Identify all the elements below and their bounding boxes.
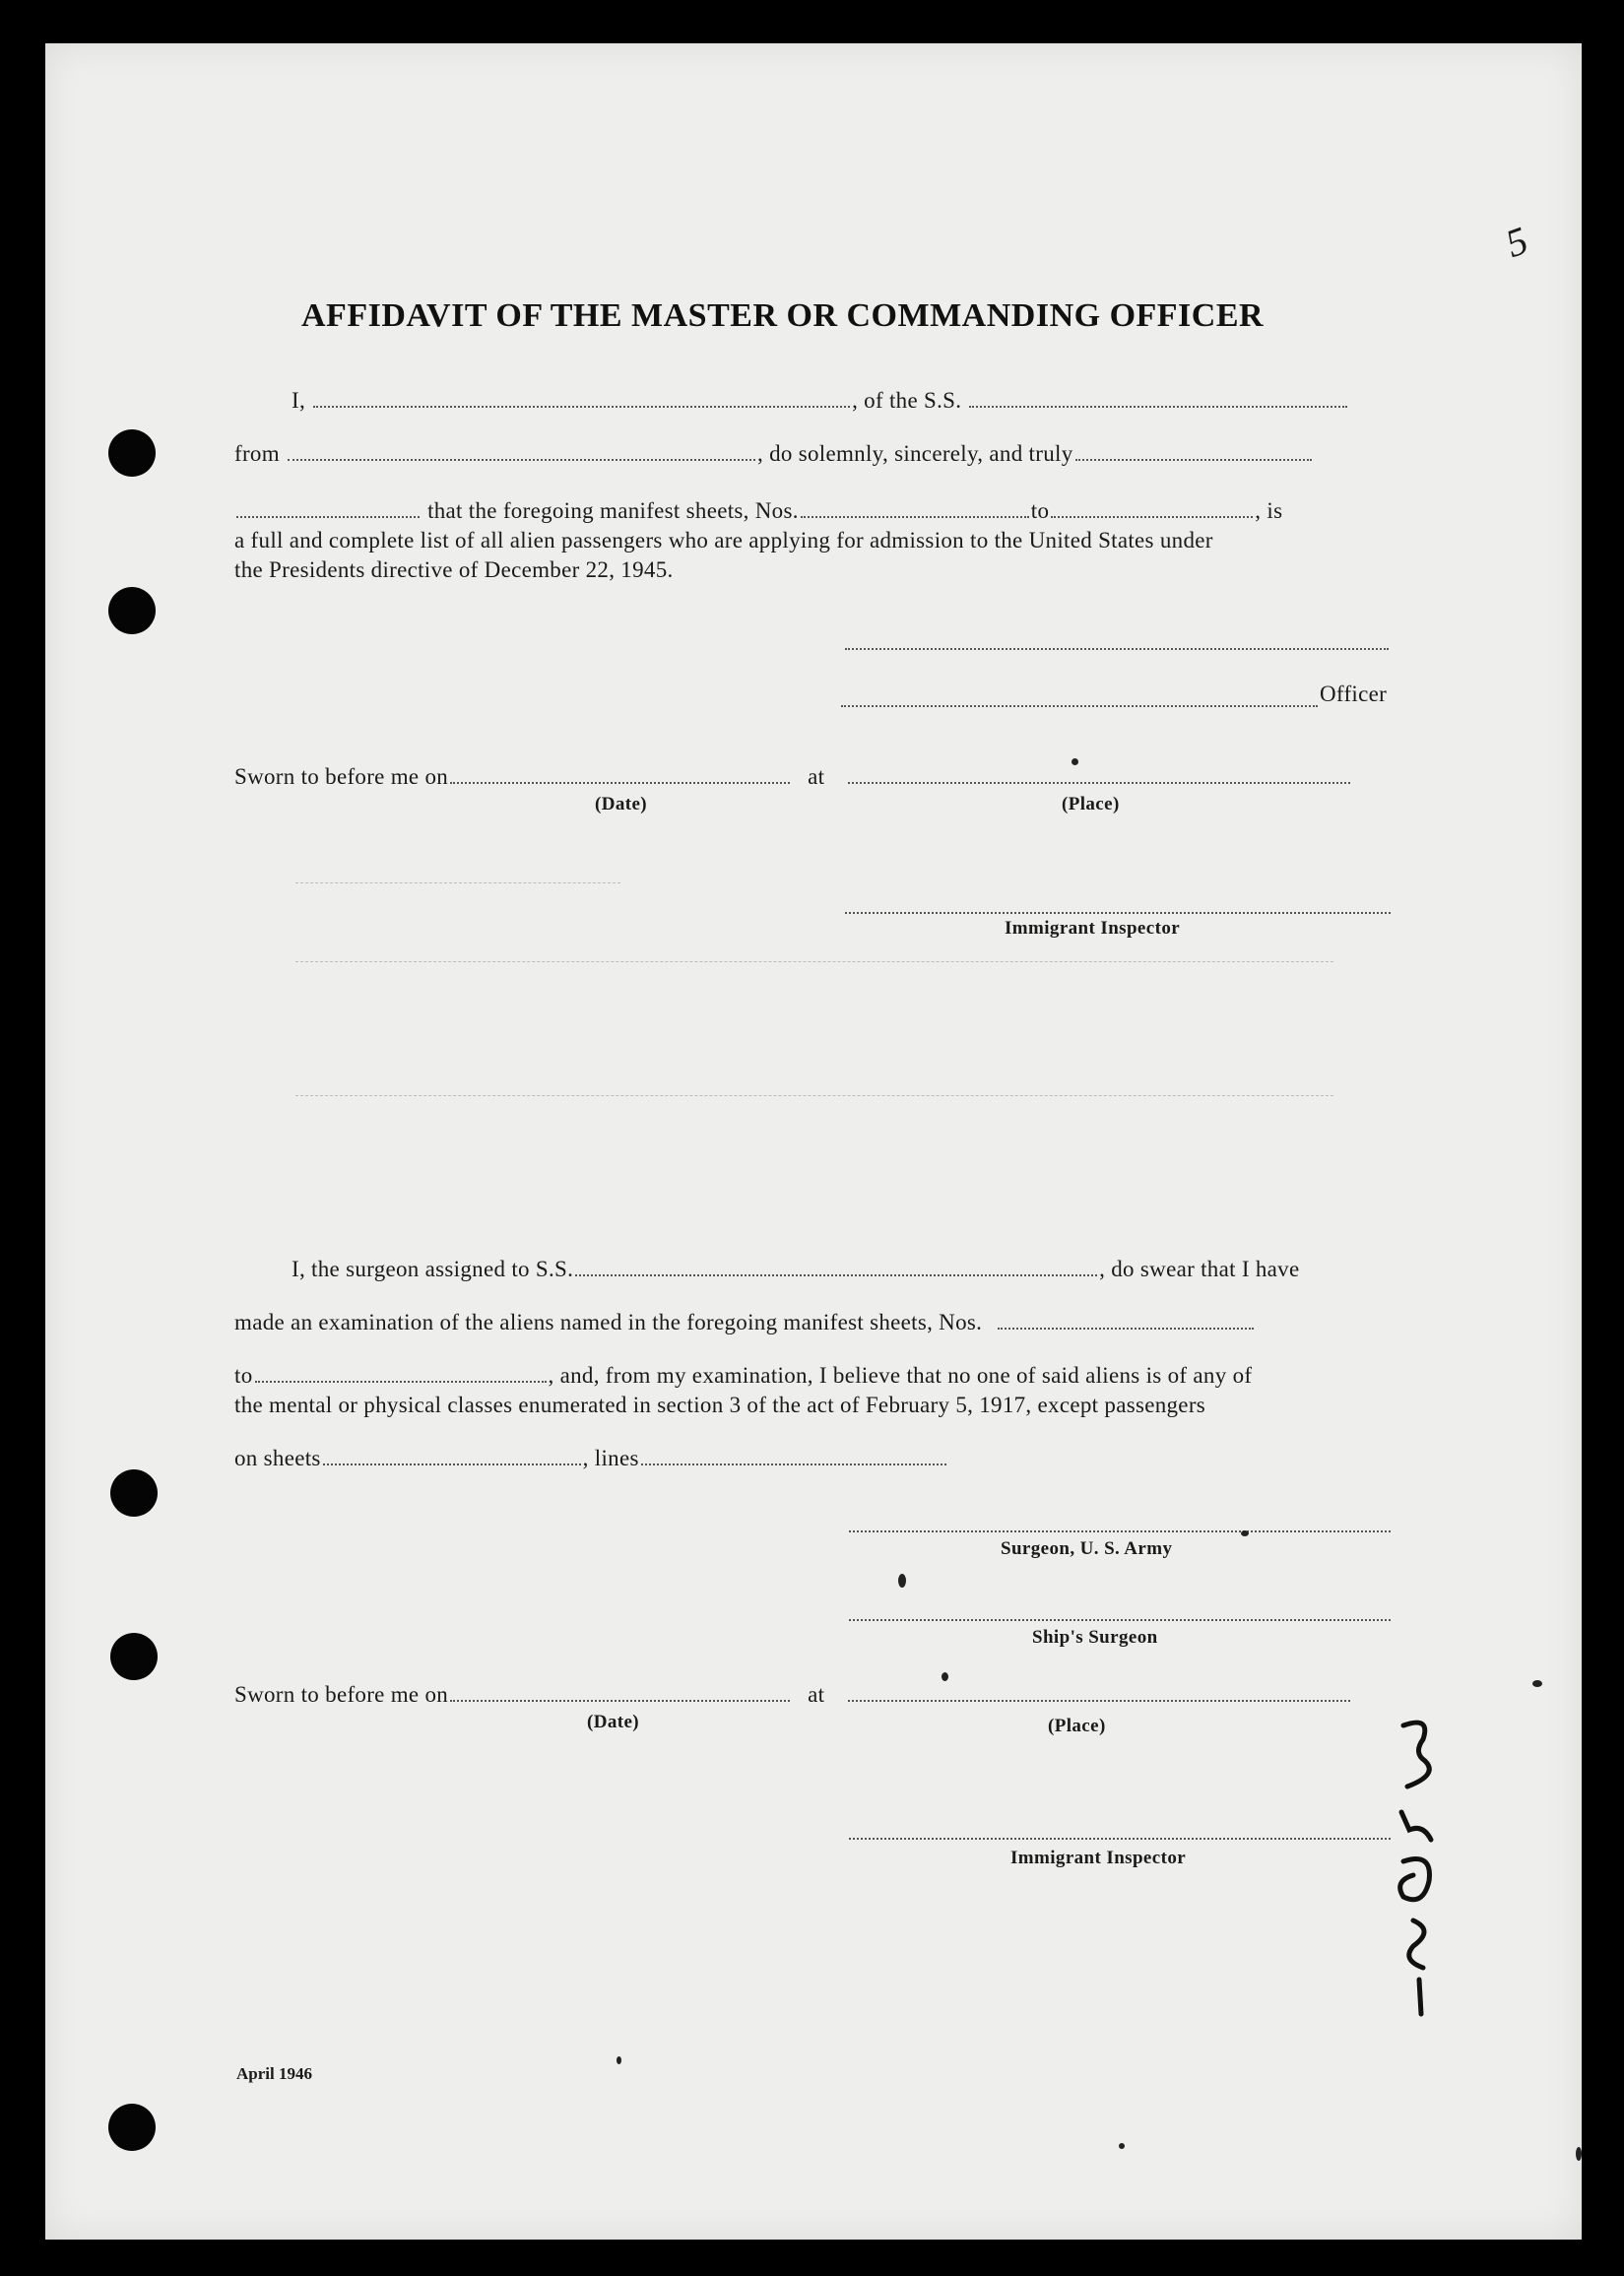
surgeon-at: at	[808, 1682, 825, 1707]
inspector-signature-line[interactable]	[845, 912, 1391, 914]
surgeon-believe: , and, from my examination, I believe that no one of said aliens is of any of	[548, 1363, 1253, 1388]
surgeon-assigned: I, the surgeon assigned to S.S.	[292, 1257, 574, 1281]
surgeon-date-label: (Date)	[587, 1712, 640, 1732]
officer-signature-line[interactable]	[841, 705, 1318, 707]
master-at: at	[808, 764, 825, 789]
surgeon-line-5	[234, 1446, 948, 1471]
master-line-2	[234, 441, 1314, 467]
scan-speck	[1119, 2143, 1125, 2149]
handwritten-notation	[1384, 1714, 1472, 2029]
surgeon-sworn-place-blank[interactable]	[848, 1699, 1350, 1702]
surgeon-place-label: (Place)	[1048, 1716, 1106, 1736]
document-page	[45, 43, 1582, 2240]
signature-line[interactable]	[845, 648, 1389, 650]
surgeon-examination: made an examination of the aliens named in the foregoing manifest sheets, Nos.	[234, 1310, 983, 1334]
master-inspector-label: Immigrant Inspector	[1005, 918, 1181, 939]
faded-line	[295, 882, 620, 883]
scan-speck	[942, 1672, 948, 1681]
scan-speck	[898, 1574, 906, 1588]
master-from: from	[234, 441, 280, 466]
army-surgeon-label: Surgeon, U. S. Army	[1001, 1538, 1173, 1559]
surgeon-sheets-blank[interactable]	[323, 1463, 581, 1465]
page-title: AFFIDAVIT OF THE MASTER OR COMMANDING OFFICER	[301, 297, 1265, 334]
surgeon-line-4: the mental or physical classes enumerated in section 3 of the act of February 5, 1917, except passengers	[234, 1393, 1206, 1417]
corner-mark: 5	[1499, 217, 1534, 267]
master-of-ss: , of the S.S.	[852, 388, 962, 413]
oath-blank[interactable]	[1075, 458, 1312, 461]
master-line-1	[292, 388, 1349, 414]
ship-surgeon-label: Ship's Surgeon	[1032, 1627, 1158, 1648]
scan-speck	[1532, 1680, 1542, 1687]
surgeon-sworn-date-blank[interactable]	[450, 1699, 790, 1702]
name-blank[interactable]	[313, 405, 850, 408]
surgeon-swear: , do swear that I have	[1099, 1257, 1300, 1281]
surgeon-line-1	[292, 1257, 1299, 1282]
faded-line	[295, 961, 1333, 962]
surgeon-lines-blank[interactable]	[641, 1463, 946, 1465]
surgeon-sworn	[234, 1682, 1352, 1708]
master-place-label: (Place)	[1062, 794, 1120, 814]
scan-speck	[1072, 758, 1078, 765]
surgeon-ship-blank[interactable]	[575, 1273, 1097, 1276]
master-date-label: (Date)	[595, 794, 648, 814]
surgeon-to: to	[234, 1363, 253, 1388]
punch-hole	[110, 1469, 158, 1517]
master-line-5: the Presidents directive of December 22, 1945.	[234, 557, 674, 582]
scan-speck	[617, 2056, 621, 2064]
sworn-place-blank[interactable]	[848, 781, 1350, 784]
ship-surgeon-signature-line[interactable]	[849, 1619, 1391, 1621]
surgeon-on-sheets: on sheets	[234, 1446, 321, 1470]
master-foregoing: that the foregoing manifest sheets, Nos.	[427, 498, 799, 523]
master-i: I,	[292, 388, 306, 413]
master-is: , is	[1255, 498, 1283, 523]
surgeon-line-2	[234, 1310, 1256, 1335]
surgeon-sworn-label: Sworn to before me on	[234, 1682, 449, 1707]
faded-line	[295, 1095, 1333, 1096]
scan-speck	[1241, 1530, 1249, 1536]
officer-label: Officer	[1320, 682, 1388, 706]
sheet-to-blank[interactable]	[1051, 515, 1253, 518]
master-line-3	[234, 498, 1282, 524]
punch-hole	[108, 587, 156, 634]
surgeon-inspector-signature-line[interactable]	[849, 1838, 1391, 1840]
surgeon-lines: , lines	[582, 1446, 639, 1470]
surgeon-sheet-from-blank[interactable]	[998, 1327, 1254, 1330]
punch-hole	[108, 2104, 156, 2151]
master-solemnly: , do solemnly, sincerely, and truly	[756, 441, 1073, 466]
surgeon-sheet-to-blank[interactable]	[255, 1380, 547, 1383]
surgeon-line-3	[234, 1363, 1252, 1389]
army-surgeon-signature-line[interactable]	[849, 1530, 1391, 1532]
master-to: to	[1030, 498, 1050, 523]
master-sworn	[234, 764, 1352, 790]
form-date-footer: April 1946	[236, 2064, 312, 2083]
scan-speck	[1576, 2147, 1582, 2161]
sheet-from-blank[interactable]	[801, 515, 1029, 518]
declaration-blank[interactable]	[236, 515, 420, 518]
sworn-date-blank[interactable]	[450, 781, 790, 784]
surgeon-inspector-label: Immigrant Inspector	[1010, 1848, 1187, 1868]
ship-blank[interactable]	[969, 405, 1347, 408]
punch-hole	[110, 1633, 158, 1680]
punch-hole	[108, 429, 156, 477]
master-sworn-label: Sworn to before me on	[234, 764, 449, 789]
port-blank[interactable]	[288, 458, 755, 461]
master-line-4: a full and complete list of all alien passengers who are applying for admission to the United States under	[234, 528, 1213, 553]
